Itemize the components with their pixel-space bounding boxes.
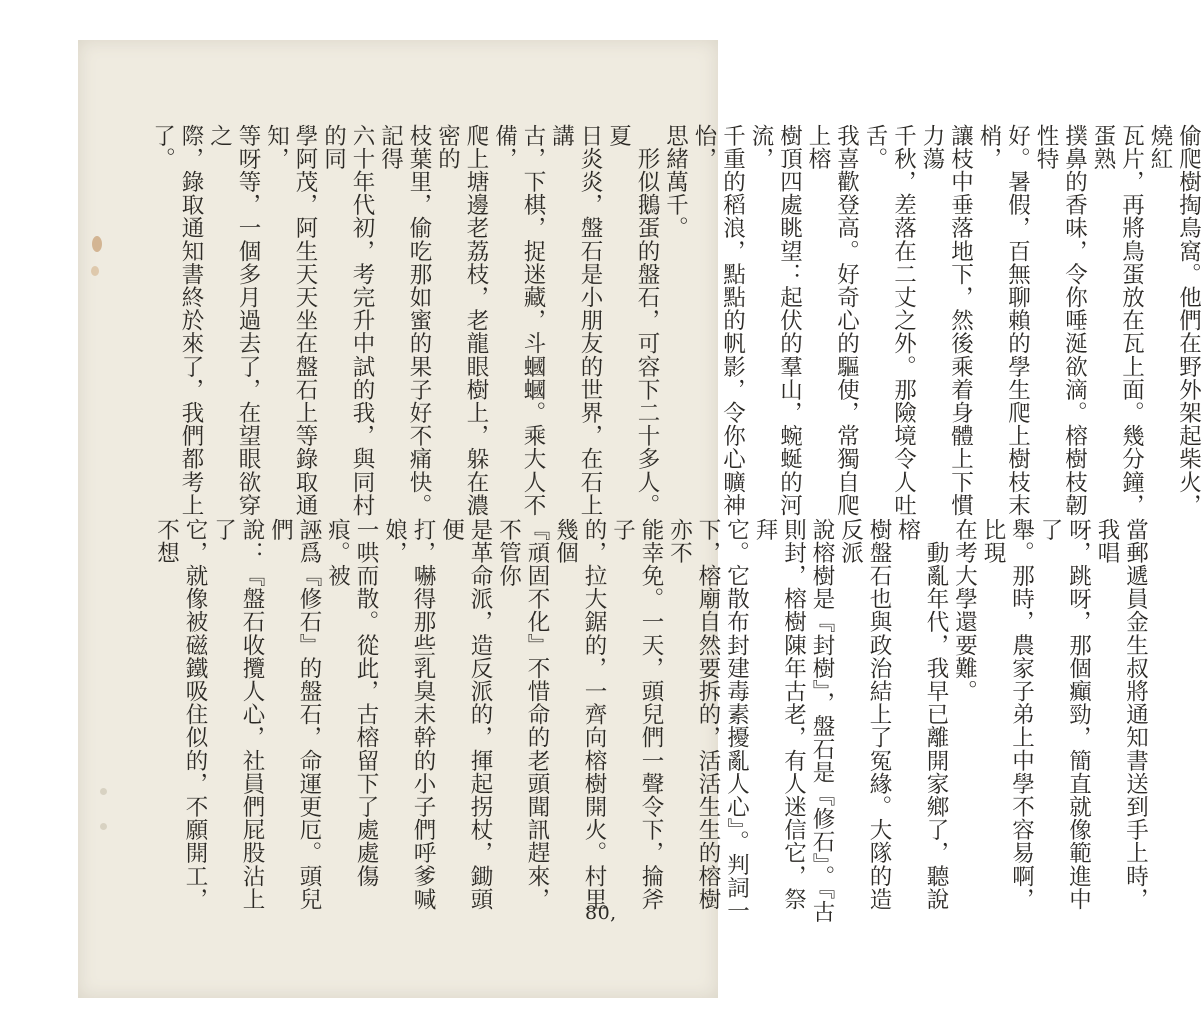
text-column: 古，下棋，捉迷藏，斗蟈蟈。乘大人不備， [491,124,546,517]
text-column: 誣爲『修石』的盤石，命運更厄。頭兒們 [267,518,322,911]
text-column: 瓦片，再將鳥蛋放在瓦上面。幾分鐘，蛋熟 [1090,124,1145,517]
text-column: 它，就像被磁鐵吸住似的，不願開工，不想 [153,518,208,911]
text-column: 好。暑假，百無聊賴的學生爬上樹枝末梢， [976,124,1031,517]
text-column: 讓枝中垂落地下，然後乘着身體上下慣力蕩 [919,124,974,517]
text-column: 枝葉里，偷吃那如蜜的果子好不痛快。記得 [377,124,432,517]
text-column: 是革命派，造反派的，揮起拐杖，鋤頭便 [438,518,493,911]
text-column: 則封，榕樹陳年古老，有人迷信它，祭拜 [752,518,807,911]
text-column: 說榕樹是『封樹』，盤石是『修石』。『古 [809,518,835,924]
top-paragraph-block [148,124,1203,524]
text-column: 舉。那時，農家子弟上中學不容易啊，比現 [980,518,1035,911]
text-column: 樹盤石也與政治結上了冤緣。大隊的造反派 [837,518,892,911]
text-column: 等呀等，一個多月過去了，在望眼欲穿之 [206,124,261,517]
text-column: 爬上塘邊老荔枝，老龍眼樹上，躲在濃密的 [434,124,489,517]
text-column: 我喜歡登高。好奇心的驅使，常獨自爬上榕 [805,124,860,517]
text-column: 千秋，差落在二丈之外。那險境令人吐舌。 [862,124,917,517]
paper-stain [92,236,102,252]
text-column: 形似鵝蛋的盤石，可容下二十多人。夏 [605,124,660,517]
binding-hole [100,823,107,830]
text-column: 呀，跳呀，那個癲勁，簡直就像範進中了 [1037,518,1092,911]
text-column: 際，錄取通知書終於來了，我們都考上了。 [149,124,204,517]
text-column: 偷爬樹掏鳥窩。他們在野外架起柴火，燒紅 [1147,124,1202,517]
book-page [78,40,1202,998]
page-number: 80, [585,902,617,924]
text-column: 它。它散布封建毒素擾亂人心』。判詞一 [723,518,750,923]
bottom-paragraph-block [152,518,1150,928]
text-column: 學阿茂，阿生天天坐在盤石上等錄取通知， [263,124,318,517]
text-column: 能幸免。一天，頭兒們一聲令下，掄斧子 [609,518,664,911]
text-column: 六十年代初，考完升中試的我，與同村的同 [320,124,375,517]
paper-stain [91,266,99,276]
text-column: 在考大學還要難。 [951,518,978,703]
text-column: 『頑固不化』不惜命的老頭聞訊趕來，不管你 [495,518,550,911]
text-column: 思緒萬千。 [662,124,689,240]
text-column: 一哄而散。從此，古榕留下了處處傷痕。被 [324,518,379,888]
text-column: 撲鼻的香味，令你唾涎欲滴。榕樹枝韌性特 [1033,124,1088,517]
text-column: 日炎炎，盤石是小朋友的世界，在石上講 [548,124,603,517]
text-column: 下，榕廟自然要拆的，活活生生的榕樹亦不 [666,518,721,911]
text-column: 樹頂四處眺望：起伏的羣山，蜿蜒的河流， [748,124,803,517]
text-column: 說：『盤石收攬人心，社員們屁股沾上了 [210,518,265,911]
text-column: 千重的稻浪，點點的帆影，令你心曠神怡， [691,124,746,517]
text-column: 當郵遞員金生叔將通知書送到手上時，我唱 [1094,518,1149,911]
text-column: 打，嚇得那些乳臭未幹的小子們呼爹喊娘， [381,518,436,911]
binding-hole [100,788,107,795]
text-column: 動亂年代，我早已離開家鄉了，聽說榕 [894,518,949,911]
text-column: 的，拉大鋸的，一齊向榕樹開火。村里幾個 [552,518,607,911]
